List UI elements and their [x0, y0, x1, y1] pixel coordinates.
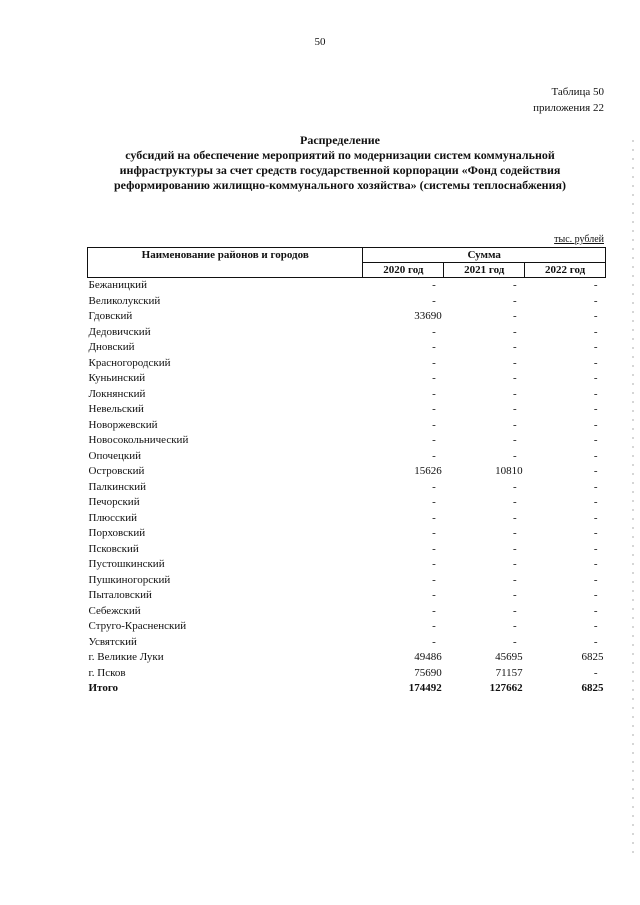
value-2020: - [432, 341, 436, 354]
value-2020: - [432, 558, 436, 571]
table-row [88, 294, 606, 310]
table-row [88, 480, 606, 496]
value-2022: 6825 [581, 682, 604, 695]
table-number: Таблица 50 [551, 86, 604, 98]
value-2020: - [432, 604, 436, 617]
district-name: Гдовский [88, 310, 133, 323]
heading-title: Распределение [299, 133, 381, 147]
value-2020: - [432, 403, 436, 416]
table-row [88, 666, 606, 682]
value-2020: - [432, 542, 436, 555]
page-number: 50 [314, 36, 326, 48]
value-2021: - [512, 372, 517, 385]
district-name: Плюсский [88, 511, 138, 524]
value-2021: - [512, 310, 517, 323]
district-name: Новоржевский [88, 418, 158, 431]
table-row [88, 449, 606, 465]
table-row [88, 619, 606, 635]
table-row [88, 340, 606, 356]
value-2022: - [593, 558, 598, 571]
table-row [88, 402, 606, 418]
value-2020: - [432, 527, 436, 540]
value-2020: - [432, 511, 436, 524]
table-row [88, 526, 606, 542]
heading-line: реформированию жилищно-коммунального хозяйства» (системы теплоснабжения) [113, 178, 566, 192]
value-2022: - [593, 480, 598, 493]
value-2021: 10810 [495, 465, 523, 478]
value-2020: - [432, 449, 436, 462]
table-row [88, 356, 606, 372]
value-2021: - [512, 279, 517, 292]
table-row [88, 604, 606, 620]
table-row [88, 371, 606, 387]
value-2021: - [512, 418, 517, 431]
table-row [88, 325, 606, 341]
appendix-number: приложения 22 [533, 102, 604, 114]
value-2020: - [432, 325, 436, 338]
value-2022: - [593, 387, 598, 400]
district-name: Палкинский [88, 480, 147, 493]
table-row [88, 418, 606, 434]
value-2020: 33690 [414, 310, 442, 323]
table-row [88, 433, 606, 449]
value-2020: 75690 [414, 666, 442, 679]
district-name: Печорский [88, 496, 140, 509]
value-2021: 45695 [495, 651, 523, 664]
table-row [88, 464, 606, 480]
value-2020: 49486 [414, 651, 442, 664]
column-header-sum: Сумма [363, 248, 606, 263]
value-2022: - [593, 418, 598, 431]
value-2022: - [593, 635, 598, 648]
value-2021: 71157 [495, 666, 523, 679]
column-header-2021: 2021 год [444, 263, 525, 278]
value-2020: 15626 [414, 465, 442, 478]
value-2021: - [512, 496, 517, 509]
table-body [88, 278, 606, 697]
value-2021: - [512, 635, 517, 648]
value-2022: - [593, 542, 598, 555]
value-2021: - [512, 620, 517, 633]
district-name: Струго-Красненский [88, 620, 187, 633]
table-row [88, 588, 606, 604]
value-2021: - [512, 511, 517, 524]
district-name: Пыталовский [88, 589, 152, 602]
value-2022: - [593, 325, 598, 338]
value-2022: - [593, 279, 598, 292]
value-2022: 6825 [581, 651, 604, 664]
value-2022: - [593, 527, 598, 540]
subsidy-table [87, 247, 606, 697]
district-name: Невельский [88, 403, 144, 416]
value-2020: - [432, 635, 436, 648]
table-row [88, 511, 606, 527]
value-2022: - [593, 620, 598, 633]
value-2022: - [593, 403, 598, 416]
district-name: Пустошкинский [88, 558, 165, 571]
value-2020: - [432, 434, 436, 447]
value-2022: - [593, 341, 598, 354]
value-2021: - [512, 294, 517, 307]
value-2020: - [432, 294, 436, 307]
value-2022: - [593, 604, 598, 617]
value-2020: - [432, 589, 436, 602]
table-row [88, 573, 606, 589]
district-name: Островский [88, 465, 145, 478]
value-2020: - [432, 480, 436, 493]
table-row [88, 278, 606, 294]
value-2021: - [512, 573, 517, 586]
value-2022: - [593, 294, 598, 307]
district-name: Красногородский [88, 356, 171, 369]
value-2020: 174492 [408, 682, 442, 695]
units-label: тыс. рублей [554, 234, 604, 245]
value-2021: - [512, 403, 517, 416]
value-2020: - [432, 356, 436, 369]
district-name: Пушкиногорский [88, 573, 171, 586]
table-row [88, 495, 606, 511]
value-2020: - [432, 279, 436, 292]
column-header-name: Наименование районов и городов [88, 248, 363, 278]
value-2022: - [593, 356, 598, 369]
value-2021: - [512, 356, 517, 369]
value-2020: - [432, 496, 436, 509]
value-2021: - [512, 434, 517, 447]
district-name: г. Псков [88, 666, 126, 679]
heading-line: инфраструктуры за счет средств государственной корпорации «Фонд содействия [119, 163, 561, 177]
district-name: Псковский [88, 542, 139, 555]
value-2020: - [432, 372, 436, 385]
total-row [88, 681, 606, 697]
district-name: Усвятский [88, 635, 137, 648]
heading-line: субсидий на обеспечение мероприятий по модернизации систем коммунальной [125, 148, 555, 162]
district-name: Порховский [88, 527, 146, 540]
value-2022: - [593, 573, 598, 586]
table-reference [533, 84, 604, 116]
value-2020: - [432, 387, 436, 400]
value-2022: - [593, 511, 598, 524]
table-row [88, 387, 606, 403]
document-heading [70, 133, 610, 193]
value-2021: - [512, 527, 517, 540]
value-2021: - [512, 387, 517, 400]
value-2020: - [432, 418, 436, 431]
table-row [88, 650, 606, 666]
value-2022: - [593, 434, 598, 447]
value-2022: - [593, 310, 598, 323]
district-name: Дновский [88, 341, 135, 354]
value-2022: - [593, 372, 598, 385]
value-2021: 127662 [489, 682, 523, 695]
column-header-2020: 2020 год [363, 263, 444, 278]
district-name: Великолукский [88, 294, 161, 307]
district-name: Дедовичский [88, 325, 151, 338]
value-2021: - [512, 341, 517, 354]
table-row [88, 309, 606, 325]
district-name: Куньинский [88, 372, 146, 385]
value-2022: - [593, 589, 598, 602]
value-2022: - [593, 449, 598, 462]
value-2021: - [512, 589, 517, 602]
value-2020: - [432, 573, 436, 586]
value-2021: - [512, 558, 517, 571]
value-2021: - [512, 325, 517, 338]
table-row [88, 542, 606, 558]
value-2021: - [512, 604, 517, 617]
district-name: Бежаницкий [88, 279, 147, 292]
table-row [88, 557, 606, 573]
value-2021: - [512, 542, 517, 555]
total-label: Итого [88, 682, 119, 695]
table-row [88, 635, 606, 651]
value-2020: - [432, 620, 436, 633]
district-name: г. Великие Луки [88, 651, 164, 664]
column-header-2022: 2022 год [525, 263, 606, 278]
district-name: Новосокольнический [88, 434, 189, 447]
value-2022: - [593, 496, 598, 509]
scan-edge-marks [632, 140, 634, 860]
district-name: Себежский [88, 604, 141, 617]
value-2022: - [593, 666, 598, 679]
district-name: Опочецкий [88, 449, 141, 462]
value-2022: - [593, 465, 598, 478]
district-name: Локнянский [88, 387, 146, 400]
value-2021: - [512, 480, 517, 493]
value-2021: - [512, 449, 517, 462]
